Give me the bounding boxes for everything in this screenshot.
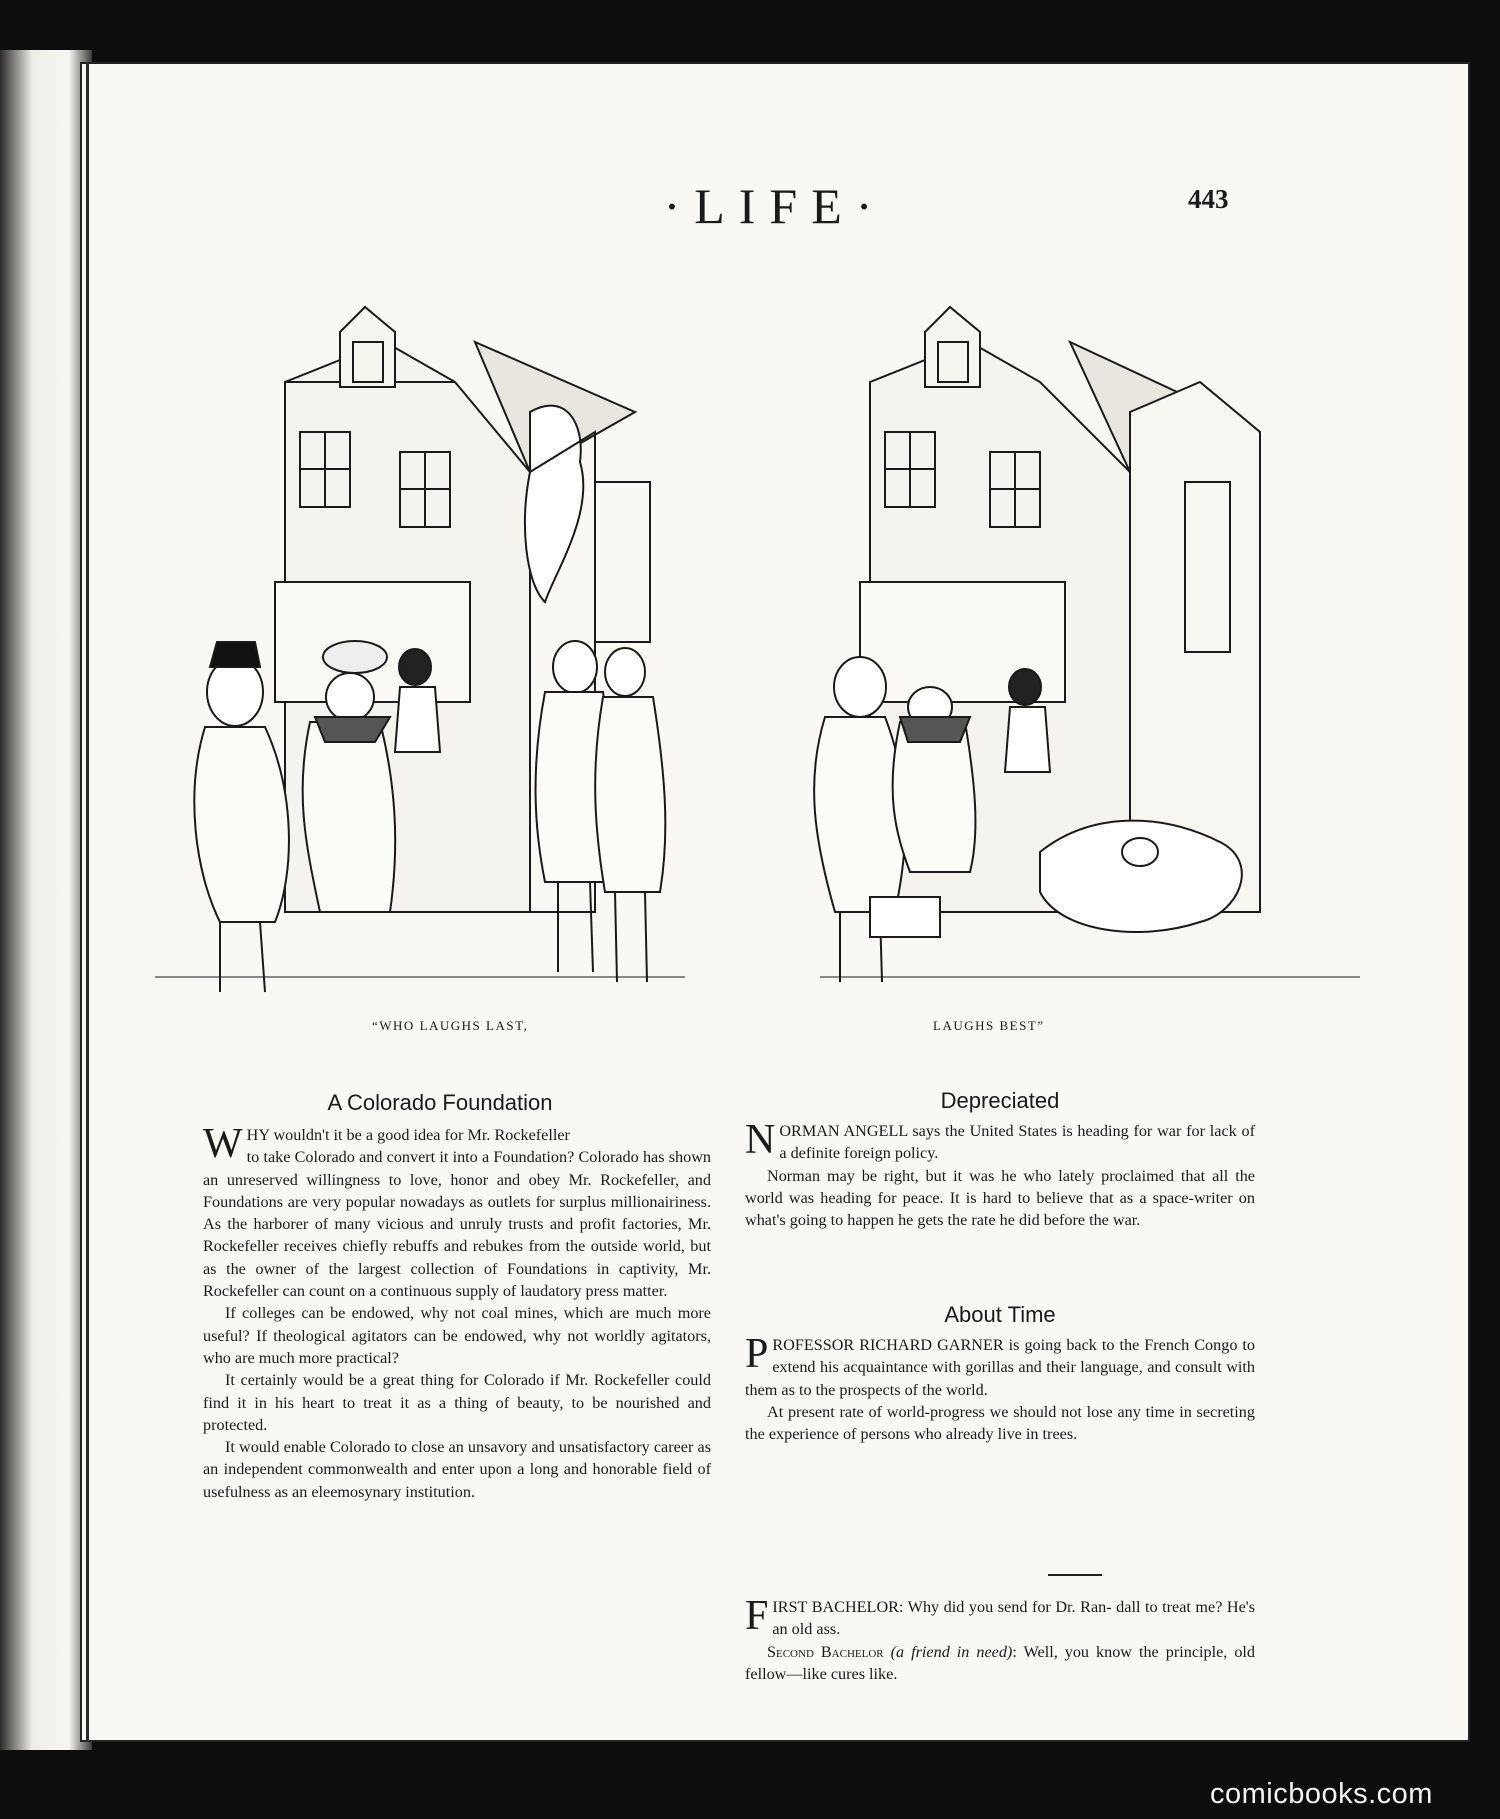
article-body (745, 1117, 1256, 1231)
article-lead-text: for war for lack of a definite foreign policy. (779, 1122, 1256, 1163)
joke-aside: (a friend in need) (890, 1642, 1013, 1661)
drop-cap: F (745, 1593, 769, 1639)
article-paragraph: It certainly would be a great thing for Colorado if Mr. Rockefeller could find it in his heart to treat it as a thing of beauty, to be nourished and protected. (203, 1371, 711, 1434)
section-divider (1048, 1574, 1102, 1576)
cartoon-caption-right: LAUGHS BEST” (933, 1018, 1045, 1033)
article-paragraph: If colleges can be endowed, why not coal mines, which are much more useful? If theological agitators can be endowed, why not worldly agitators, who are much more practical? (203, 1304, 711, 1367)
cartoon-panel-right (800, 272, 1380, 1017)
cartoon-caption-left: “WHO LAUGHS LAST, (372, 1018, 529, 1033)
drop-cap: W (203, 1121, 243, 1167)
joke-body (745, 1593, 1256, 1685)
joke-speaker: Second Bachelor (767, 1642, 884, 1661)
joke-lead-paragraph (745, 1593, 1256, 1641)
joke-reply (745, 1641, 1255, 1686)
article-title: Depreciated (940, 1088, 1060, 1113)
magazine-page (80, 62, 1470, 1742)
article-lead-text: to take Colorado and convert it into a Foundation? Colorado has shown an unreserved willingness to love, honor and obey Mr. Rockefeller, and Foundations are very popular nowadays as outlets for surplus millionairiness. As the harborer of many vicious and unruly trusts and profit factories, Mr. Rockefeller receives chiefly rebuffs and rebukes from the outside world, but as the owner of the largest collection of Foundations in captivity, Mr. Rockefeller can count on a continuous supply of laudatory press matter. (203, 1148, 711, 1301)
page-number: 443 (1188, 184, 1229, 214)
article-lead-paragraph (745, 1117, 1256, 1165)
article-title: About Time (944, 1302, 1056, 1327)
cartoon-illustration-right (800, 272, 1380, 1017)
article-lead-text: the French Congo to extend his acquaintance with gorillas and their language, and consult with them as to the prospects of the world. (745, 1336, 1256, 1399)
watermark: comicbooks.com (1210, 1778, 1433, 1810)
article-lead-paragraph (745, 1331, 1256, 1401)
article-body (203, 1121, 711, 1503)
article-paragraph: Norman may be right, but it was he who lately proclaimed that all the world was heading for peace. It is hard to believe that as a space-writer on what's going to happen he gets the rate he did before the war. (745, 1166, 1255, 1230)
masthead: ·LIFE· (663, 178, 887, 234)
joke-lead-first-line: IRST BACHELOR: Why did you send for Dr. Ran- (772, 1598, 1112, 1616)
joke-lead-text: dall to treat me? He's an old ass. (772, 1598, 1256, 1639)
article-lead-first-line: HY wouldn't it be a good idea for Mr. Rockefeller (246, 1126, 570, 1144)
page-edge-rule (86, 62, 89, 1742)
article-paragraph: It would enable Colorado to close an unsavory and unsatisfactory career as an independent commonwealth and enter upon a long and honorable field of usefulness as an eleemosynary institution. (203, 1438, 711, 1501)
binding-spine (0, 50, 92, 1750)
article-body (745, 1331, 1256, 1445)
article-title: A Colorado Foundation (327, 1090, 553, 1115)
drop-cap: N (745, 1117, 776, 1163)
joke-line: : Well, you know the principle, old fellow—like cures like. (745, 1642, 1256, 1683)
drop-cap: P (745, 1331, 769, 1377)
cartoon-illustration-left (125, 272, 705, 1017)
article-paragraph: At present rate of world-progress we should not lose any time in secreting the experience of persons who already live in trees. (745, 1402, 1255, 1444)
article-lead-first-line: ROFESSOR RICHARD GARNER is going back to (772, 1336, 1115, 1354)
article-lead-paragraph (203, 1121, 711, 1302)
cartoon-panel-left (125, 272, 705, 1017)
article-lead-first-line: ORMAN ANGELL says the United States is heading (779, 1122, 1129, 1140)
